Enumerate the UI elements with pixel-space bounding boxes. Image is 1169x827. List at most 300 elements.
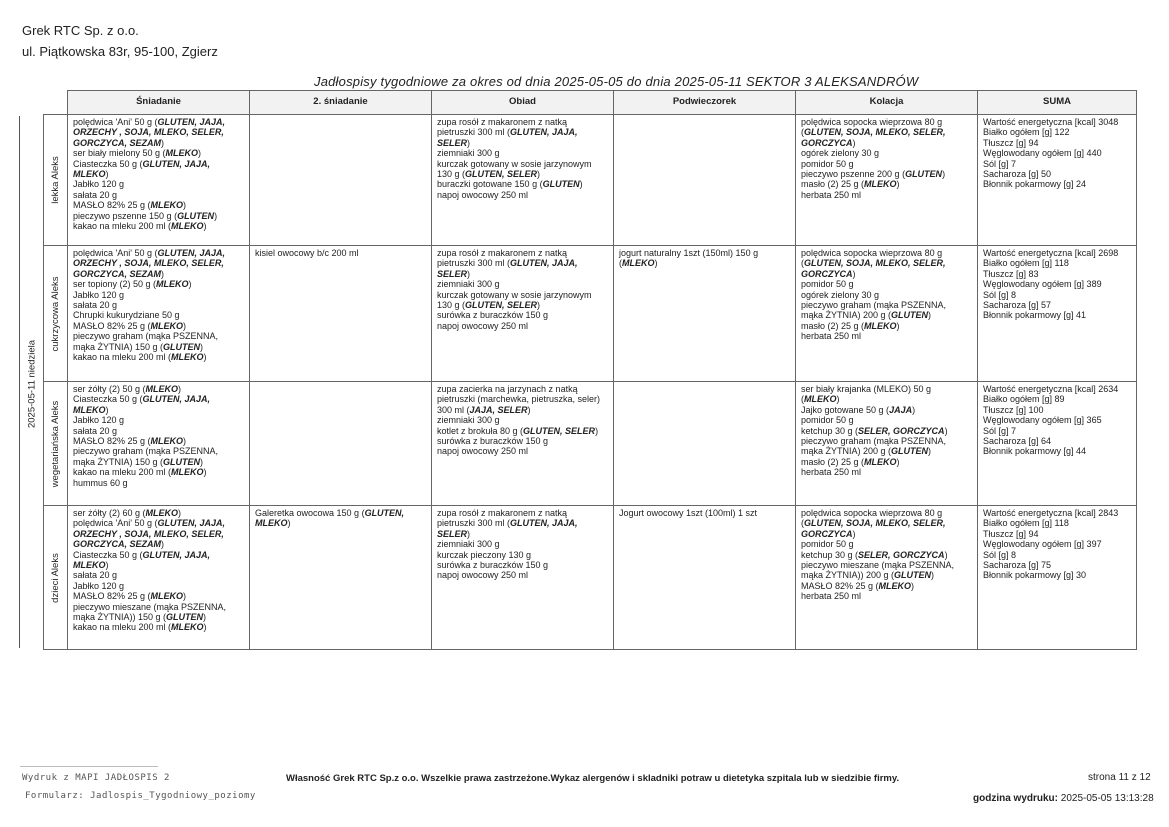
allergen-text: GLUTEN, JAJA, (157, 518, 226, 529)
meal-line (437, 138, 608, 148)
allergen-text: GLUTEN, JAJA, (510, 258, 578, 269)
meal-line (801, 148, 972, 158)
meal-text: ) (183, 320, 187, 331)
meal-cell-podwieczorek (614, 115, 796, 246)
allergen-text: JAJA, SELER (469, 404, 528, 415)
allergen-text: GORCZYCA, SEZAM (73, 137, 162, 148)
meal-cell-sniadanie (68, 506, 250, 650)
diet-label: dzieci Aleks (49, 552, 61, 603)
meal-text: Tłuszcz [g] 94 (983, 528, 1039, 539)
meal-line (983, 384, 1131, 394)
meal-text: jogurt naturalny 1szt (150ml) 150 g (619, 248, 759, 258)
meal-line (73, 169, 244, 179)
allergen-text: GLUTEN, JAJA, (510, 518, 578, 529)
meal-text: ziemniaki 300 g (437, 148, 500, 159)
meal-line (983, 560, 1131, 570)
meal-line (73, 342, 244, 352)
table-row (44, 115, 1137, 246)
allergen-text: GLUTEN, JAJA, (142, 394, 211, 405)
meal-line (73, 258, 244, 268)
meal-line (983, 148, 1131, 158)
meal-line (73, 300, 244, 310)
meal-text: Tłuszcz [g] 94 (983, 137, 1039, 148)
meal-line (983, 269, 1131, 279)
meal-line (801, 310, 972, 320)
meal-line (73, 221, 244, 231)
meal-text: ser biały mielony 50 g ( (73, 148, 166, 159)
meal-line (801, 467, 972, 477)
meal-text: ziemniaki 300 g (437, 415, 500, 426)
allergen-text: MLEKO (73, 404, 106, 415)
allergen-text: GORCZYCA, SEZAM (73, 268, 162, 279)
meal-line (801, 248, 972, 258)
meal-text: napoj owocowy 250 ml (437, 189, 529, 200)
allergen-text: MLEKO (864, 179, 897, 190)
allergen-text: MLEKO (150, 436, 184, 447)
meal-text: zupa rosół z makaronem z natką (437, 248, 568, 258)
meal-line (73, 539, 244, 549)
allergen-text: GLUTEN (894, 570, 932, 581)
meal-text: hummus 60 g (73, 477, 128, 488)
meal-text: Wartość energetyczna [kcal] 2698 (983, 248, 1119, 258)
meal-cell-2-sniadanie (250, 382, 432, 506)
meal-line (73, 622, 244, 632)
meal-text: ) (928, 310, 932, 321)
meal-line (73, 581, 244, 591)
meal-text: pietruszki 300 ml ( (437, 258, 511, 269)
meal-line (73, 321, 244, 331)
meal-text: ( (619, 258, 622, 269)
meal-line (983, 290, 1131, 300)
meal-text: ) (944, 425, 948, 436)
meal-line (73, 405, 244, 415)
meal-line (619, 248, 790, 258)
meal-line (983, 248, 1131, 258)
meal-line (437, 279, 608, 289)
meal-text: ) (852, 268, 856, 279)
meal-text: polędwica sopocka wieprzowa 80 g (801, 248, 943, 258)
meal-line (437, 550, 608, 560)
meal-line (73, 518, 244, 528)
meal-text: Białko ogółem [g] 89 (983, 394, 1065, 405)
meal-line (983, 300, 1131, 310)
meal-cell-kolacja (796, 115, 978, 246)
meal-text: MASŁO 82% 25 g ( (73, 320, 151, 331)
allergen-text: SELER, GORCZYCA (858, 549, 945, 560)
meal-text: ser żółty (2) 60 g ( (73, 508, 146, 518)
meal-text: ) (537, 169, 541, 180)
meal-text: surówka z buraczków 150 g (437, 310, 549, 321)
meal-text: ) (105, 404, 109, 415)
meal-text: mąka ŻYTNIA) 200 g ( (801, 446, 892, 457)
meal-text: sałata 20 g (73, 189, 118, 200)
meal-line (801, 321, 972, 331)
footer-ownership-notice: Własność Grek RTC Sp.z o.o. Wszelkie prawa zastrzeżone.Wykaz alergenów i skladniki potraw u dietetyka szpitala lub w siedzibie firmy. (286, 773, 900, 784)
meal-text: sałata 20 g (73, 300, 118, 311)
meal-text: ) (183, 200, 187, 211)
allergen-text: MLEKO (165, 148, 199, 159)
diet-label: wegetariańska Aleks (49, 400, 61, 487)
meal-text: ) (654, 258, 658, 269)
meal-line (73, 159, 244, 169)
allergen-text: GLUTEN, SELER (465, 300, 538, 311)
meal-line (619, 508, 790, 518)
allergen-text: GLUTEN (166, 612, 204, 623)
meal-text: ) (537, 300, 541, 311)
meal-cell-obiad (432, 382, 614, 506)
meal-line (983, 169, 1131, 179)
meal-text: Ciasteczka 50 g ( (73, 549, 143, 560)
meal-text: herbata 250 ml (801, 467, 862, 478)
footer-print-time (973, 793, 1154, 804)
meal-text: kakao na mleku 200 ml ( (73, 352, 172, 363)
meal-line (73, 211, 244, 221)
meal-text: mąka ŻYTNIA) 150 g ( (73, 341, 164, 352)
meal-text: ( (801, 258, 804, 269)
meal-cell-obiad (432, 115, 614, 246)
meal-line (801, 190, 972, 200)
meal-text: zupa rosół z makaronem z natką (437, 508, 568, 518)
meal-cell-sniadanie (68, 246, 250, 382)
meal-line (437, 529, 608, 539)
meal-line (73, 457, 244, 467)
meal-text: herbata 250 ml (801, 591, 862, 602)
meal-text: Jabłko 120 g (73, 580, 125, 591)
meal-line (437, 169, 608, 179)
allergen-text: GLUTEN (542, 179, 580, 190)
meal-text: pieczywo mieszane (mąka PSZENNA, (73, 601, 227, 612)
meal-text: mąka ŻYTNIA)) 200 g ( (801, 570, 895, 581)
company-name: Grek RTC Sp. z o.o. (22, 23, 139, 38)
allergen-text: MLEKO (255, 518, 288, 529)
meal-line (73, 394, 244, 404)
allergen-text: GLUTEN, SELER (523, 425, 596, 436)
meal-cell-2-sniadanie (250, 246, 432, 382)
meal-text: ) (198, 148, 202, 159)
meal-cell-suma (978, 382, 1137, 506)
meal-text: polędwica 'Ani' 50 g ( (73, 248, 158, 258)
meal-line (73, 179, 244, 189)
meal-line (437, 179, 608, 189)
meal-text: napoj owocowy 250 ml (437, 570, 529, 581)
meal-text: kurczak gotowany w sosie jarzynowym (437, 289, 592, 300)
meal-text: kisiel owocowy b/c 200 ml (255, 248, 359, 258)
meal-text: ) (105, 560, 109, 571)
meal-line (73, 550, 244, 560)
meal-text: Błonnik pokarmowy [g] 44 (983, 446, 1087, 457)
allergen-text: MLEKO (171, 352, 204, 363)
meal-line (983, 179, 1131, 189)
allergen-text: MLEKO (171, 622, 204, 633)
meal-cell-kolacja (796, 382, 978, 506)
meal-text: Sacharoza [g] 50 (983, 169, 1052, 180)
meal-line (983, 138, 1131, 148)
meal-text: Węglowodany ogółem [g] 365 (983, 415, 1102, 426)
meal-cell-podwieczorek (614, 382, 796, 506)
meal-line (801, 384, 972, 394)
meal-line (73, 148, 244, 158)
meal-line (437, 405, 608, 415)
meal-line (437, 560, 608, 570)
meal-text: ) (852, 528, 856, 539)
meal-line (801, 269, 972, 279)
meal-line (801, 300, 972, 310)
allergen-text: GORCZYCA (801, 268, 853, 279)
meal-line (983, 529, 1131, 539)
meal-line (801, 415, 972, 425)
meal-text: Wartość energetyczna [kcal] 2843 (983, 508, 1119, 518)
meal-line (801, 258, 972, 268)
meal-line (73, 426, 244, 436)
meal-line (73, 591, 244, 601)
meal-text: kakao na mleku 200 ml ( (73, 221, 172, 232)
meal-text: ) (836, 394, 840, 405)
meal-line (437, 248, 608, 258)
allergen-text: GLUTEN, SOJA, MLEKO, SELER, (804, 518, 946, 529)
meal-text: Galeretka owocowa 150 g ( (255, 508, 365, 518)
meal-line (73, 248, 244, 258)
meal-text: ketchup 30 g ( (801, 549, 859, 560)
meal-text: ) (467, 137, 471, 148)
meal-text: pieczywo graham (mąka PSZENNA, (801, 300, 947, 311)
meal-line (73, 138, 244, 148)
meal-text: herbata 250 ml (801, 331, 862, 342)
meal-line (801, 508, 972, 518)
meal-text: ) (203, 352, 207, 363)
meal-text: pomidor 50 g (801, 158, 854, 169)
footer-printout-source: Wydruk z MAPI JADŁOSPIS 2 (22, 773, 170, 783)
meal-line (73, 331, 244, 341)
meal-line (437, 415, 608, 425)
diet-label-cell (44, 382, 68, 506)
meal-text: Węglowodany ogółem [g] 397 (983, 539, 1102, 550)
meal-line (801, 331, 972, 341)
meal-text: ( (801, 518, 804, 529)
meal-text: ) (183, 436, 187, 447)
allergen-text: GLUTEN (891, 310, 929, 321)
allergen-text: ORZECHY , SOJA, MLEKO, SELER, (73, 528, 224, 539)
allergen-text: SELER (437, 528, 468, 539)
meal-line (983, 446, 1131, 456)
allergen-text: ORZECHY , SOJA, MLEKO, SELER, (73, 258, 224, 269)
meal-text: ) (178, 508, 182, 518)
meal-line (73, 200, 244, 210)
diet-label-cell (44, 246, 68, 382)
meal-text: kurczak pieczony 130 g (437, 549, 532, 560)
meal-text: ) (896, 179, 900, 190)
meal-text: pomidor 50 g (801, 539, 854, 550)
meal-text: ) (527, 404, 531, 415)
meal-text: polędwica 'Ani' 50 g ( (73, 117, 158, 127)
meal-text: ) (200, 341, 204, 352)
meal-text: pomidor 50 g (801, 415, 854, 426)
allergen-text: MLEKO (622, 258, 655, 269)
meal-cell-2-sniadanie (250, 506, 432, 650)
meal-cell-obiad (432, 246, 614, 382)
meal-text: ) (203, 622, 207, 633)
meal-line (983, 279, 1131, 289)
header-corner (44, 91, 68, 115)
meal-text: ) (161, 539, 165, 550)
allergen-text: GORCZYCA (801, 528, 853, 539)
allergen-text: MLEKO (145, 508, 179, 518)
meal-line (801, 279, 972, 289)
meal-text: herbata 250 ml (801, 189, 862, 200)
meal-line (73, 310, 244, 320)
meal-text: ) (178, 384, 182, 394)
allergen-text: MLEKO (73, 560, 106, 571)
meal-line (73, 570, 244, 580)
meal-line (983, 570, 1131, 580)
meal-line (983, 415, 1131, 425)
allergen-text: ORZECHY , SOJA, MLEKO, SELER, (73, 127, 224, 138)
meal-text: Jogurt owocowy 1szt (100ml) 1 szt (619, 508, 758, 518)
column-header-suma: SUMA (978, 91, 1137, 115)
allergen-text: SELER (437, 137, 468, 148)
meal-line (801, 570, 972, 580)
meal-text: ziemniaki 300 g (437, 539, 500, 550)
meal-cell-suma (978, 115, 1137, 246)
meal-text: ) (896, 456, 900, 467)
allergen-text: GLUTEN, SOJA, MLEKO, SELER, (804, 127, 946, 138)
allergen-text: MLEKO (156, 279, 189, 290)
meal-text: MASŁO 82% 25 g ( (73, 591, 151, 602)
meal-text: ) (105, 169, 109, 180)
meal-text: Sól [g] 7 (983, 158, 1017, 169)
meal-line (437, 190, 608, 200)
meal-line (983, 539, 1131, 549)
meal-line (73, 190, 244, 200)
allergen-text: MLEKO (171, 221, 204, 232)
meal-line (437, 394, 608, 404)
meal-text: Wartość energetyczna [kcal] 3048 (983, 117, 1119, 127)
footer-form-name: Formularz: Jadlospis_Tygodniowy_poziomy (25, 791, 256, 801)
meal-line (801, 560, 972, 570)
meal-text: ) (183, 591, 187, 602)
date-label-text: 2025-05-11 niedziela (26, 339, 38, 429)
diet-label: cukrzycowa Aleks (49, 276, 61, 351)
meal-text: ) (188, 279, 192, 290)
meal-text: ) (911, 580, 915, 591)
meal-line (73, 446, 244, 456)
meal-line (73, 117, 244, 127)
meal-text: kakao na mleku 200 ml ( (73, 622, 172, 633)
meal-text: ogórek zielony 30 g (801, 148, 880, 159)
meal-text: pieczywo graham (mąka PSZENNA, (801, 436, 947, 447)
meal-line (983, 258, 1131, 268)
meal-text: pietruszki (marchewka, pietruszka, seler) (437, 394, 601, 405)
meal-line (983, 426, 1131, 436)
meal-text: Wartość energetyczna [kcal] 2634 (983, 384, 1119, 394)
allergen-text: GLUTEN (163, 341, 201, 352)
meal-text: Białko ogółem [g] 118 (983, 518, 1069, 529)
allergen-text: GLUTEN (177, 210, 215, 221)
meal-line (983, 550, 1131, 560)
meal-line (437, 310, 608, 320)
meal-text: Białko ogółem [g] 118 (983, 258, 1069, 269)
meal-cell-2-sniadanie (250, 115, 432, 246)
meal-line (983, 117, 1131, 127)
diet-label-cell (44, 506, 68, 650)
meal-text: ) (203, 612, 207, 623)
meal-line (801, 539, 972, 549)
meal-text: Sacharoza [g] 57 (983, 300, 1052, 311)
meal-cell-sniadanie (68, 382, 250, 506)
meal-text: MASŁO 82% 25 g ( (73, 436, 151, 447)
meal-text: Sacharoza [g] 75 (983, 560, 1052, 571)
meal-line (437, 508, 608, 518)
meal-line (983, 394, 1131, 404)
meal-text: pieczywo graham (mąka PSZENNA, (73, 446, 219, 457)
meal-cell-obiad (432, 506, 614, 650)
meal-text: zupa rosół z makaronem z natką (437, 117, 568, 127)
meal-cell-kolacja (796, 246, 978, 382)
meal-text: pieczywo mieszane (mąka PSZENNA, (801, 560, 955, 571)
meal-text: surówka z buraczków 150 g (437, 436, 549, 447)
meal-line (801, 550, 972, 560)
meal-text: sałata 20 g (73, 570, 118, 581)
meal-text: Jajko gotowane 50 g ( (801, 404, 890, 415)
allergen-text: MLEKO (864, 456, 897, 467)
meal-text: ziemniaki 300 g (437, 279, 500, 290)
allergen-text: JAJA (889, 404, 913, 415)
meal-line (437, 148, 608, 158)
meal-line (983, 310, 1131, 320)
meal-cell-kolacja (796, 506, 978, 650)
meal-line (801, 591, 972, 601)
meal-text: pietruszki 300 ml ( (437, 127, 511, 138)
meal-line (437, 269, 608, 279)
meal-text: ) (942, 169, 946, 180)
allergen-text: MLEKO (73, 169, 106, 180)
meal-text: pieczywo pszenne 150 g ( (73, 210, 178, 221)
meal-text: mąka ŻYTNIA)) 150 g ( (73, 612, 167, 623)
meal-text: ) (214, 210, 218, 221)
table-row (44, 246, 1137, 382)
meal-text: ( (801, 127, 804, 138)
allergen-text: GLUTEN, JAJA, (510, 127, 578, 138)
meal-line (801, 518, 972, 528)
meal-line (801, 127, 972, 137)
meal-text: Sól [g] 7 (983, 425, 1017, 436)
meal-text: surówka z buraczków 150 g (437, 560, 549, 571)
meal-line (73, 560, 244, 570)
allergen-text: GORCZYCA, SEZAM (73, 539, 162, 550)
meal-text: napoj owocowy 250 ml (437, 320, 529, 331)
footer-rule (20, 766, 158, 767)
column-header-podwieczorek: Podwieczorek (614, 91, 796, 115)
allergen-text: MLEKO (864, 320, 897, 331)
meal-line (983, 518, 1131, 528)
meal-text: 300 ml ( (437, 404, 470, 415)
meal-text: ser biały krajanka (MLEKO) 50 g (801, 384, 932, 394)
meal-text: zupa zacierka na jarzynach z natką (437, 384, 578, 394)
meal-text: Jabłko 120 g (73, 415, 125, 426)
meal-text: ) (912, 404, 916, 415)
meal-line (437, 446, 608, 456)
meal-text: ) (467, 268, 471, 279)
date-bracket-line (19, 116, 21, 648)
allergen-text: GLUTEN, (364, 508, 405, 518)
meal-text: polędwica sopocka wieprzowa 80 g (801, 117, 943, 127)
column-header-kolacja: Kolacja (796, 91, 978, 115)
meal-text: ) (896, 320, 900, 331)
meal-text: ketchup 30 g ( (801, 425, 859, 436)
meal-text: ) (161, 268, 165, 279)
meal-text: kurczak gotowany w sosie jarzynowym (437, 158, 592, 169)
diet-label: lekka Aleks (49, 156, 61, 204)
allergen-text: MLEKO (804, 394, 837, 405)
